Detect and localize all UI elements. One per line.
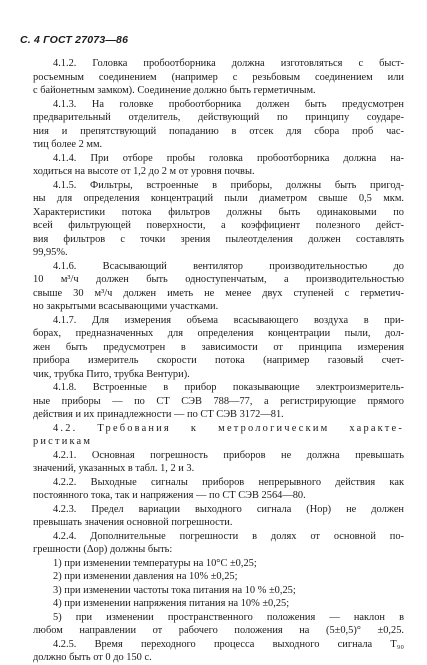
text-line: предварительный отделитель, действующий по принципу соударе- — [33, 112, 404, 123]
text-line: 4.2. Требования к метрологическим характе- — [53, 422, 404, 434]
text-line: любом направлении от рабочего положения на (5±0,5)° ±0,25. — [33, 625, 404, 636]
text-line: с байонетным замком). Соединение должно быть герметичным. — [33, 85, 316, 96]
text-line: 4.1.7. Для измерения объема всасывающего воздуха в при- — [53, 314, 404, 326]
text-line: 4.2.4. Дополнительные погрешности в долях от основной по- — [53, 530, 404, 542]
text-line: 1) при изменении температуры на 10°С ±0,25; — [53, 557, 257, 569]
text-line: росъемным соединением (например с резьбовым соединением или — [33, 71, 404, 83]
text-line: 4.2.3. Предел вариации выходного сигнала (Hор) не должен — [53, 503, 404, 515]
text-line: 99,95%. — [33, 247, 68, 258]
text-line: прибора измеритель скорости потока (например газовый счет- — [33, 355, 404, 366]
text-line: ния и препятствующий попаданию в отсек для сбора проб час- — [33, 125, 404, 137]
text-line: 5) при изменении пространственного положения — наклон в — [53, 611, 404, 623]
text-line: но закрытыми всасывающими участками. — [33, 301, 219, 312]
document-body — [33, 57, 404, 665]
text-line: чик, трубка Пито, трубка Вентури). — [33, 368, 190, 380]
text-line: 4.1.8. Встроенные в прибор показывающие электроизмеритель- — [53, 382, 404, 393]
text-line: 2) при изменении давления на 10% ±0,25; — [53, 571, 238, 582]
text-line: должно быть от 0 до 150 с. — [33, 652, 152, 663]
text-line: 10 м³/ч должен быть одноступенчатым, а производительностью — [33, 274, 404, 285]
text-line: 4.1.2. Головка пробоотборника должна изготовляться с быст- — [53, 58, 404, 69]
text-line: 4.1.3. На головке пробоотборника должен быть предусмотрен — [53, 98, 404, 110]
text-line: ны для определения концентраций пыли диаметром свыше 0,5 мкм. — [33, 193, 404, 204]
text-line: всей фильтрующей поверхности, а коэффициент полезного дейст- — [33, 220, 404, 231]
text-line: 4.2.2. Выходные сигналы приборов непрерывного действия как — [53, 476, 404, 488]
text-line: тиц более 2 мм. — [33, 139, 103, 150]
page-header: С. 4 ГОСТ 27073—86 — [20, 34, 129, 46]
text-line: ристикам — [33, 436, 93, 447]
text-line: жен быть предусмотрен в зависимости от принципа измерения — [33, 341, 404, 353]
text-line: значений, указанных в табл. 1, 2 и 3. — [33, 463, 195, 474]
text-line: Характеристики потока фильтров должны быть одинаковыми по — [33, 206, 404, 218]
text-line: вия фильтров с точки зрения пылеотделения должен составлять — [33, 233, 404, 245]
text-line: 4.1.4. При отборе пробы головка пробоотборника должна на- — [53, 152, 404, 164]
text-line: действия и их принадлежности — по СТ СЭВ 3172—81. — [33, 409, 284, 420]
text-line: 4) при изменении напряжения питания на 10% ±0,25; — [53, 598, 290, 609]
text-line: грешности (Δор) должны быть: — [33, 544, 173, 555]
text-line: 4.1.5. Фильтры, встроенные в приборы, должны быть пригод- — [53, 179, 404, 191]
text-line: 4.1.6. Всасывающий вентилятор производительностью до — [53, 260, 404, 272]
text-line: ные приборы — по СТ СЭВ 788—77, а регистрирующие прямого — [33, 395, 404, 407]
text-line: свыше 30 м³/ч должен иметь не менее двух ступеней с герметич- — [33, 287, 404, 299]
text-line: ходиться на высоте от 1,2 до 2 м от уровня почвы. — [33, 166, 255, 177]
text-line: постоянного тока, так и напряжения — по СТ СЭВ 2564—80. — [33, 490, 306, 501]
text-line: превышать значения основной погрешности. — [33, 517, 233, 528]
text-line: 4.2.1. Основная погрешность приборов не должна превышать — [53, 449, 404, 461]
text-line: борах, предназначенных для определения концентрации пыли, дол- — [33, 328, 404, 339]
text-line: 3) при изменении частоты тока питания на 10 % ±0,25; — [53, 584, 296, 596]
text-line: 4.2.5. Время переходного процесса выходного сигнала T₉₀ — [53, 638, 404, 650]
